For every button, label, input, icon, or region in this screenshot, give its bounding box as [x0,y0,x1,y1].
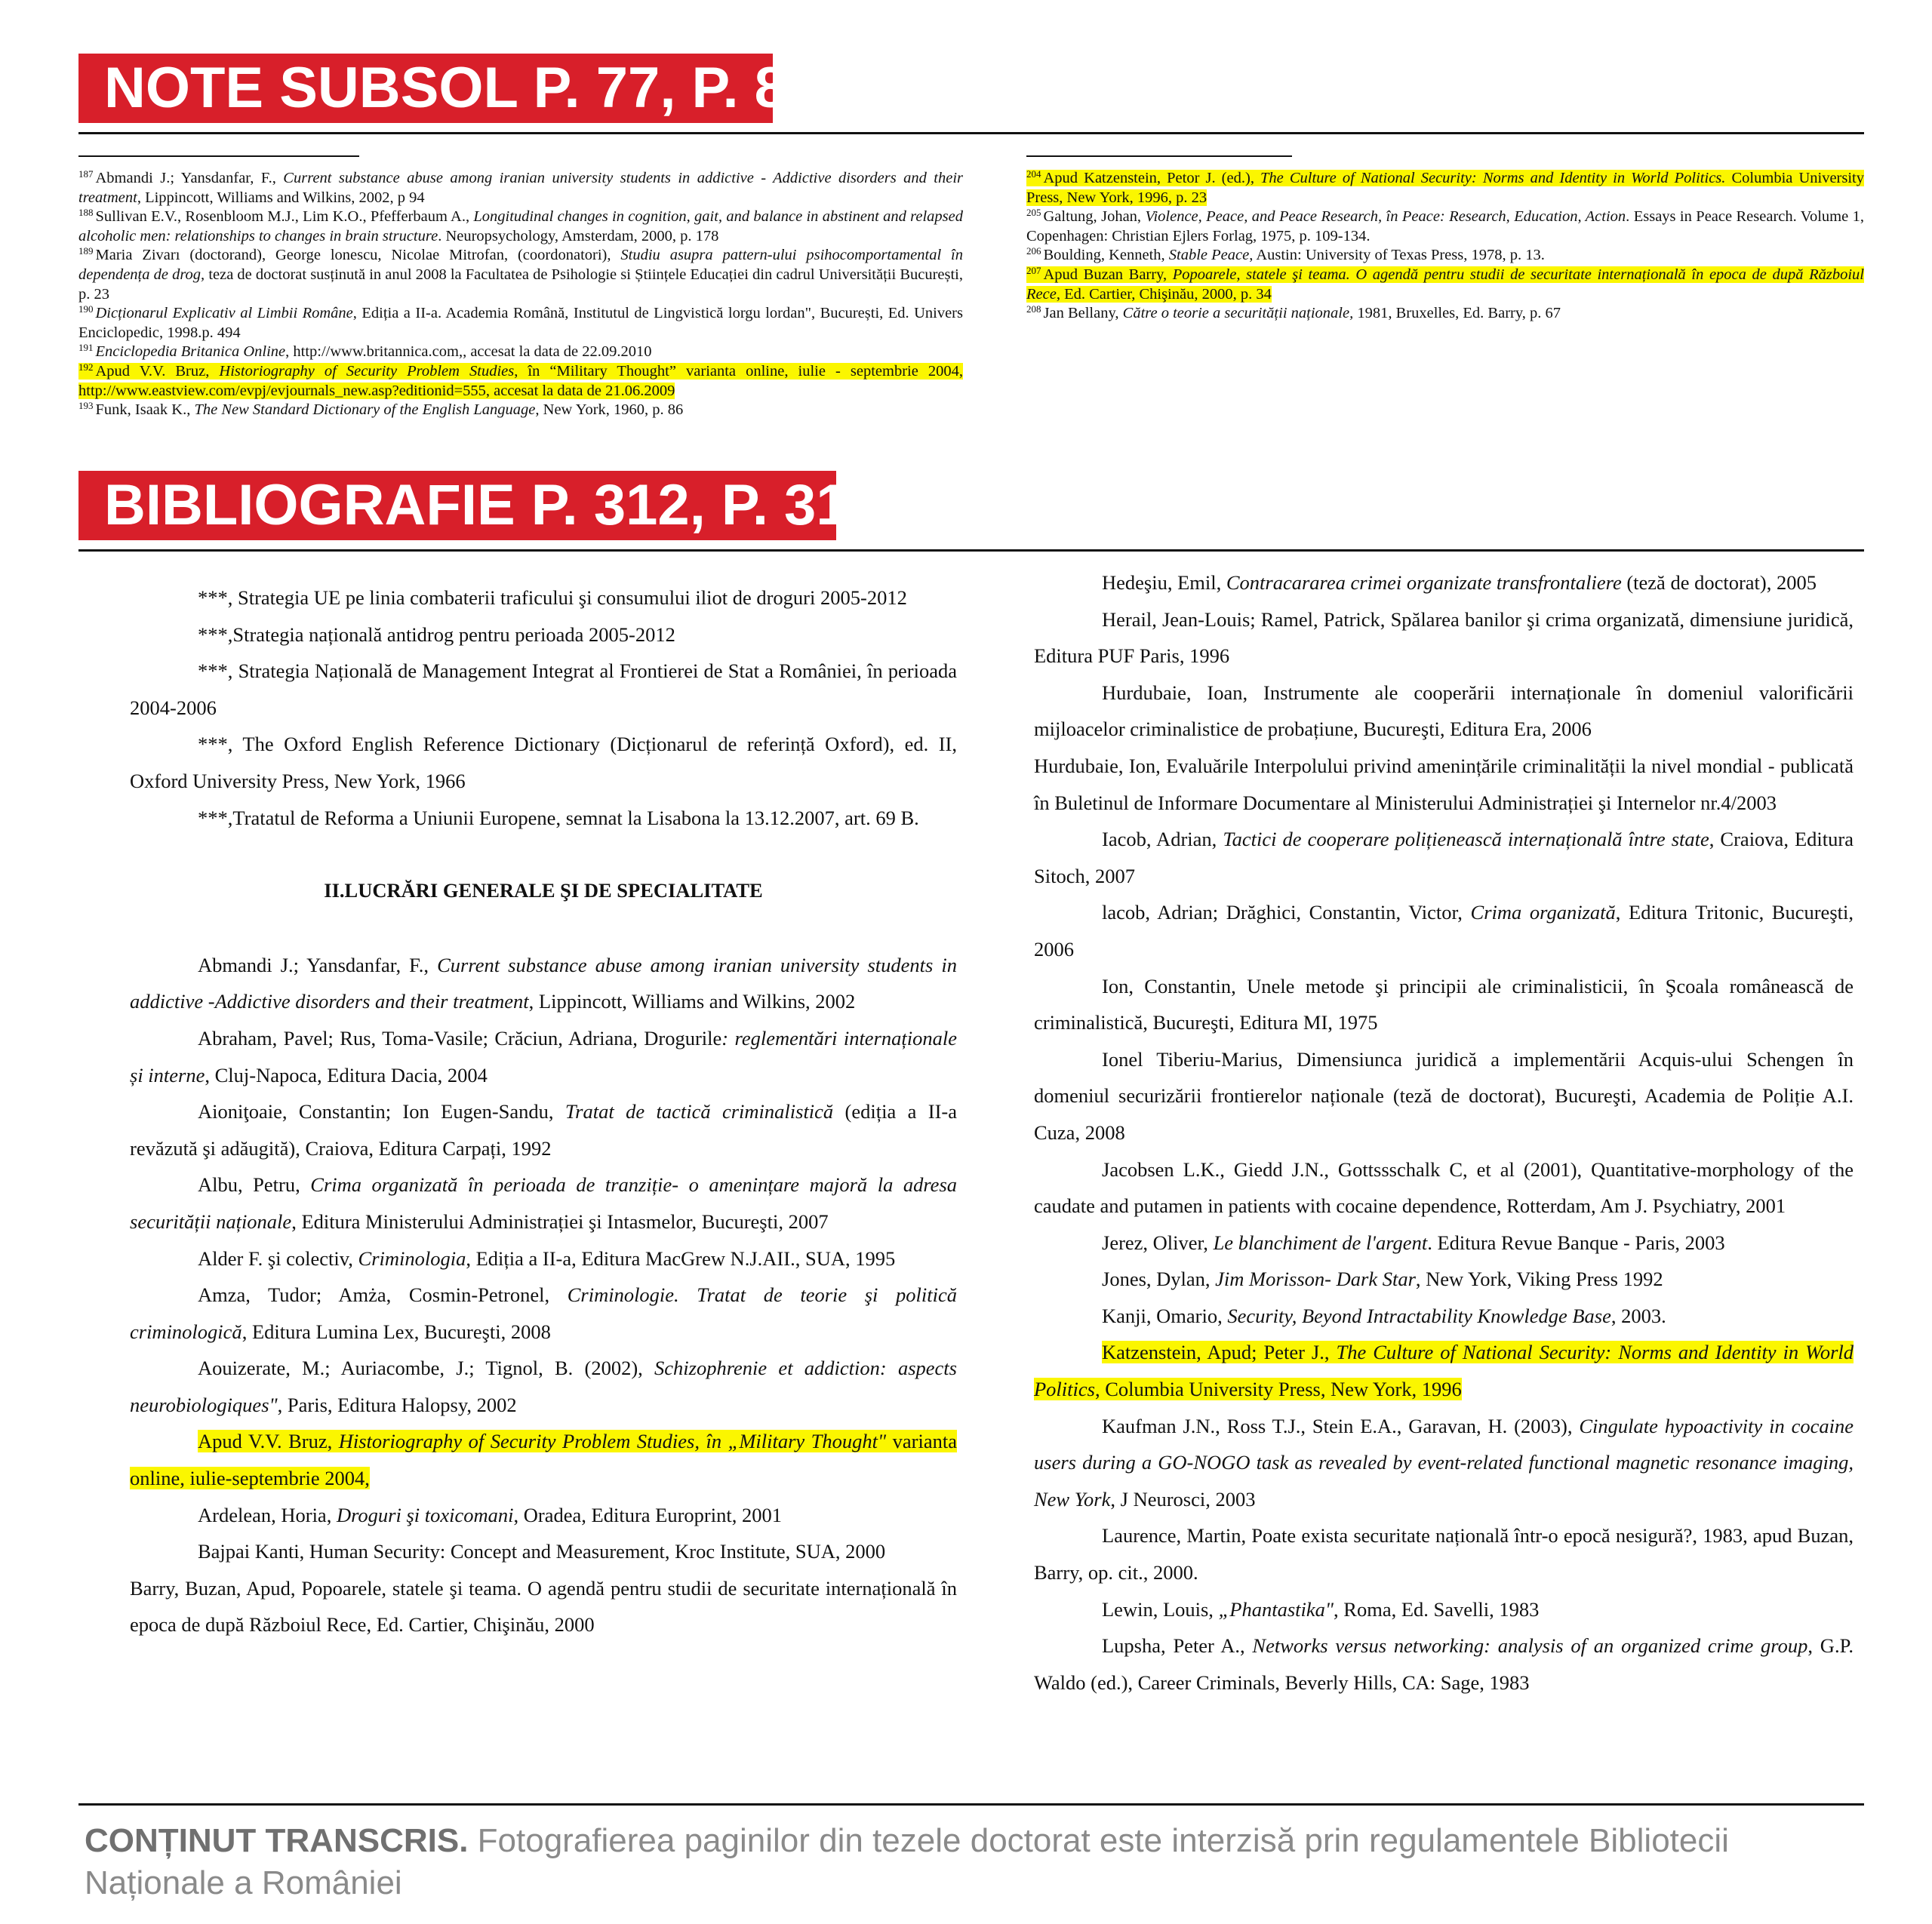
bibliography-entry: Iacob, Adrian, Tactici de cooperare polițienească internațională între state, Craiova, Editura Sitoch, 2007 [1034,828,1854,887]
bibliography-entry: lacob, Adrian; Drăghici, Constantin, Victor, Crima organizată, Editura Tritonic, Bucureşti, 2006 [1034,901,1854,960]
bibliography-entry: Ardelean, Horia, Droguri şi toxicomani, Oradea, Editura Europrint, 2001 [198,1503,782,1526]
bibliography-entry-highlighted: Apud V.V. Bruz, Historiography of Security Problem Studies, în „Military Thought" varianta online, iulie-septembrie 2004, [130,1430,957,1490]
notes-banner: NOTE SUBSOL P. 77, P. 83 [78,54,773,123]
section-title: II.LUCRĂRI GENERALE ŞI DE SPECIALITATE [324,879,763,902]
bibliography-entry: Hurdubaie, Ion, Evaluările Interpolului privind amenințările criminalității la nivel mondial - publicată în Buletinul de Informare Documentare al Ministerului Administrației şi Internelor nr.4/2003 [1034,754,1854,814]
bibliography-entry: Ion, Constantin, Unele metode şi principii ale criminalisticii, în Şcoala românească de criminalistică, Bucureşti, Editura MI, 1975 [1034,974,1854,1034]
bibliography-entry: Abmandi J.; Yansdanfar, F., Current substance abuse among iranian university students in addictive -Addictive disorders and their treatment, Lippincott, Williams and Wilkins, 2002 [130,953,958,1013]
footnote: $^{206}$ Boulding, Kenneth, Stable Peace, Austin: University of Texas Press, 1978, p. 13. [1026,245,1545,264]
footnote: $^{208}$ Jan Bellany, Către o teorie a securității naționale, 1981, Bruxelles, Ed. Barry, p. 67 [1026,303,1561,322]
bibliography-entry: Hedeşiu, Emil, Contracararea crimei organizate transfrontaliere (teză de doctorat), 2005 [1102,571,1817,594]
bibliography-entry: Jacobsen L.K., Giedd J.N., Gottssschalk C, et al (2001), Quantitative-morphology of the caudate and putamen in patients with cocaine dependence, Rotterdam, Am J. Psychiatry, 2001 [1034,1157,1854,1218]
bibliography-entry: Aouizerate, M.; Auriacombe, J.; Tignol, B. (2002), Schizophrenie et addiction: aspects neurobiologiques", Paris, Editura Halopsy, 2002 [130,1357,957,1416]
bibliography-entry: ***, The Oxford English Reference Dictionary (Dicționarul de referință Oxford), ed. II, Oxford University Press, New York, 1966 [130,733,957,792]
footnote: $^{191}$ Enciclopedia Britanica Online, http://www.britannica.com,, accesat la data de 22.09.2010 [78,342,652,361]
bibliography-entry: Laurence, Martin, Poate exista securitate națională într-o epocă nesigură?, 1983, apud Buzan, Barry, op. cit., 2000. [1034,1524,1854,1584]
footer-bold-label: CONȚINUT TRANSCRIS. [85,1822,469,1859]
footer-disclaimer [85,1820,1820,1904]
footer-divider [78,1803,1864,1806]
footnote: $^{188}$ Sullivan E.V., Rosenbloom M.J., Lim K.O., Pfefferbaum A., Longitudinal changes in cognition, gait, and balance in abstinent and relapsed alcoholic men: relationships to changes in brain structure. Neuropsychology, Amsterdam, 2000, p. 178 [78,207,963,244]
bibliography-entry: ***,Tratatul de Reforma a Uniunii Europene, semnat la Lisabona la 13.12.2007, art. 69 B. [198,806,919,829]
bibliography-left-column [130,579,957,1643]
footnote-rule-right [1026,155,1292,157]
bibliography-entry: Jones, Dylan, Jim Morisson- Dark Star, New York, Viking Press 1992 [1102,1268,1663,1291]
bibliography-entry: ***, Strategia Națională de Management Integrat al Frontierei de Stat a României, în perioada 2004-2006 [130,659,957,719]
bibliography-entry-highlighted: Katzenstein, Apud; Peter J., The Culture of National Security: Norms and Identity in World Politics, Columbia University Press, New York, 1996 [1034,1341,1854,1401]
footnote-highlighted: $^{192}$ Apud V.V. Bruz, Historiography of Security Problem Studies, în “Military Thought” varianta online, iulie - septembrie 2004, http://www.eastview.com/evpj/evjournals_new.asp?editionid=555, accesat la data de 21.06.2009 [78,361,963,399]
footer-text: Fotografierea paginilor din tezele doctorat este interzisă prin regulamentele Bibliotecii Naționale a României [85,1822,1729,1901]
bibliography-entry: Barry, Buzan, Apud, Popoarele, statele şi teama. O agendă pentru studii de securitate internațională în epoca de după Războiul Rece, Ed. Cartier, Chişinău, 2000 [130,1576,957,1637]
bibliography-entry: Abraham, Pavel; Rus, Toma-Vasile; Crăciun, Adriana, Drogurile: reglementări internaționale și interne, Cluj-Napoca, Editura Dacia, 2004 [130,1026,957,1086]
bibliography-entry: ***, Strategia UE pe linia combaterii traficului şi consumului iliot de droguri 2005-2012 [198,586,907,609]
footnote: $^{189}$ Maria Zivarı (doctorand), George lonescu, Nicolae Mitrofan, (coordonatori), Studiu asupra pattern-ului psihocomportamental în dependența de drog, teza de doctorat susținută in anul 2008 la Facultatea de Psihologie si Științele Educației din cadrul Universității București, p. 23 [78,245,964,303]
footnotes-left-column [78,169,963,420]
bibliography-entry: Herail, Jean-Louis; Ramel, Patrick, Spălarea banilor şi crima organizată, dimensiune juridică, Editura PUF Paris, 1996 [1034,607,1854,668]
bibliography-entry: Lewin, Louis, „Phantastika", Roma, Ed. Savelli, 1983 [1102,1597,1540,1621]
bibliography-entry: Kanji, Omario, Security, Beyond Intractability Knowledge Base, 2003. [1102,1304,1666,1327]
bibliography-entry: Lupsha, Peter A., Networks versus networking: analysis of an organized crime group, G.P. Waldo (ed.), Career Criminals, Beverly Hills, CA: Sage, 1983 [1034,1634,1854,1694]
footnote-rule-left [78,155,359,157]
bibliography-entry: Albu, Petru, Crima organizată în perioada de tranziție- o amenințare majoră la adresa securității naționale, Editura Ministerului Administrației şi Intasmelor, Bucureşti, 2007 [130,1173,958,1233]
bibliography-banner: BIBLIOGRAFIE P. 312, P. 317 [78,471,836,540]
bibliography-entry: Hurdubaie, Ioan, Instrumente ale cooperării internaționale în domeniul valorificării mijloacelor criminalistice de probațiune, Bucureşti, Editura Era, 2006 [1034,681,1854,741]
bibliography-right-column [1034,564,1854,1701]
bibliography-entry: Kaufman J.N., Ross T.J., Stein E.A., Garavan, H. (2003), Cingulate hypoactivity in cocaine users during a GO-NOGO task as revealed by event-related functional magnetic resonance imaging, New York, J Neurosci, 2003 [1034,1414,1854,1511]
bibliography-entry: Aioniţoaie, Constantin; Ion Eugen-Sandu, Tratat de tactică criminalistică (ediția a II-a revăzută şi adăugită), Craiova, Editura Carpați, 1992 [130,1100,957,1160]
footnote: $^{193}$ Funk, Isaak K., The New Standard Dictionary of the English Language, New York, 1960, p. 86 [78,400,684,419]
footnote: $^{190}$ Dicționarul Explicativ al Limbii Române, Ediția a II-a. Academia Română, Institutul de Lingvistică lorgu lordan", București, Ed. Univers Enciclopedic, 1998.p. 494 [78,303,963,341]
bibliography-divider [78,549,1864,552]
footnotes-right-column [1026,169,1864,324]
bibliography-entry: Amza, Tudor; Amża, Cosmin-Petronel, Criminologie. Tratat de teorie şi politică criminologică, Editura Lumina Lex, Bucureşti, 2008 [130,1283,957,1343]
notes-divider [78,132,1864,134]
footnote-highlighted: $^{204}$ Apud Katzenstein, Petor J. (ed.), The Culture of National Security: Norms and Identity in World Politics. Columbia University Press, New York, 1996, p. 23 [1026,168,1864,206]
bibliography-entry: Bajpai Kanti, Human Security: Concept and Measurement, Kroc Institute, SUA, 2000 [198,1540,886,1563]
bibliography-entry: ***,Strategia națională antidrog pentru perioada 2005-2012 [198,622,675,646]
bibliography-entry: Alder F. şi colectiv, Criminologia, Ediția a II-a, Editura MacGrew N.J.AII., SUA, 1995 [198,1246,896,1270]
bibliography-entry: Jerez, Oliver, Le blanchiment de l'argent. Editura Revue Banque - Paris, 2003 [1102,1231,1725,1254]
footnote-highlighted: $^{207}$ Apud Buzan Barry, Popoarele, statele şi teama. O agendă pentru studii de securitate internațională în epoca de după Războiul Rece, Ed. Cartier, Chişinău, 2000, p. 34 [1026,264,1864,303]
bibliography-entry: Ionel Tiberiu-Marius, Dimensiunca juridică a implementării Acquis-ului Schengen în domeniul securizării frontierelor naționale (teză de doctorat), Bucureşti, Academia de Poliție A.I. Cuza, 2008 [1034,1047,1854,1144]
footnote: $^{205}$ Galtung, Johan, Violence, Peace, and Peace Research, în Peace: Research, Education, Action. Essays in Peace Research. Volume 1, Copenhagen: Christian Ejlers Forlag, 1975, p. 109-134. [1026,207,1864,244]
footnote: $^{187}$ Abmandi J.; Yansdanfar, F., Current substance abuse among iranian university students in addictive - Addictive disorders and their treatment, Lippincott, Williams and Wilkins, 2002, p 94 [78,168,964,206]
